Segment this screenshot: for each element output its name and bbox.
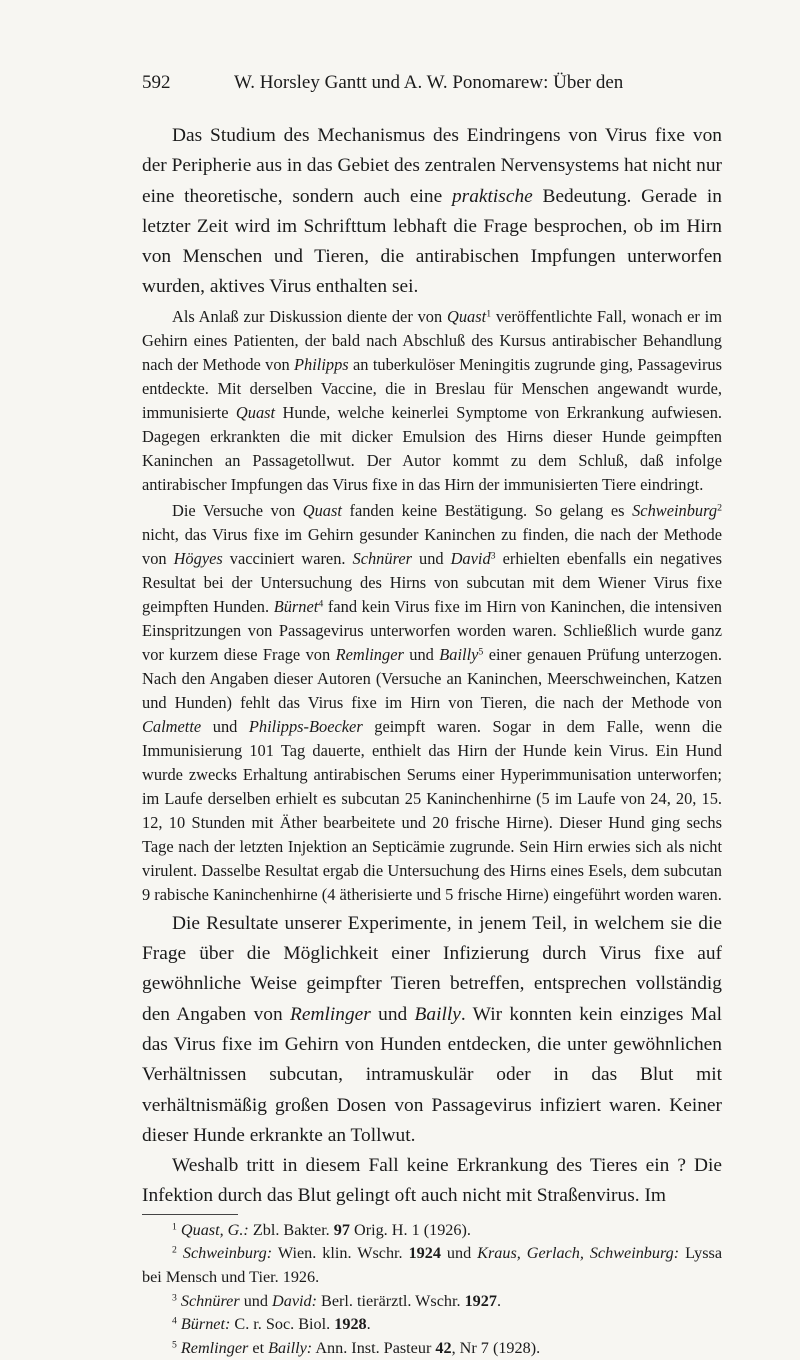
author-name: Remlinger [335, 644, 404, 664]
footnote-ref: 3 [490, 550, 496, 562]
volume: 1924 [408, 1244, 441, 1263]
text: und [239, 1291, 273, 1310]
footnote-divider [142, 1214, 238, 1215]
author-name: Bailly [439, 644, 479, 664]
author-name: Schnürer [180, 1291, 240, 1310]
volume: 97 [333, 1220, 350, 1239]
text: Wien. klin. Wschr. [272, 1244, 409, 1263]
author-name: Quast, G.: [180, 1220, 249, 1239]
text: einer genauen Prüfung unterzogen. Nach den Angaben dieser Autoren (Versuche an Kaninchen, Meerschweinchen, Katzen und Hunden) fehlt das Virus fixe im Hirn von Tieren, die nach der Methode von [142, 644, 723, 712]
footnote-3 [142, 1290, 722, 1314]
author-name: Bailly: [268, 1338, 313, 1357]
footnote-ref: 5 [478, 646, 484, 658]
author-name: David: [272, 1291, 317, 1310]
text: et [248, 1338, 269, 1357]
footnote-number: 3 [172, 1292, 177, 1304]
text: fanden keine Bestätigung. So gelang es [341, 500, 633, 520]
footnote-ref: 4 [318, 598, 324, 610]
main-text [142, 121, 722, 1360]
author-name: Quast [447, 306, 487, 326]
text: , Nr 7 (1928). [451, 1338, 541, 1357]
text: und [201, 716, 249, 736]
paragraph-5 [142, 1151, 722, 1212]
text: . [496, 1291, 501, 1310]
author-name: Högyes [173, 548, 223, 568]
footnote-number: 5 [172, 1339, 177, 1351]
author-name: Bailly [414, 1003, 461, 1025]
text: Als Anlaß zur Diskussion diente der von [172, 306, 448, 326]
text: und [370, 1003, 415, 1025]
text: Bedeutung. Gerade in letzter Zeit wird im Schrifttum lebhaft die Frage besprochen, ob im Hirn von Menschen und Tieren, die antirabischen Impfungen unterworfen wurden, aktives Virus enthalten sei. [142, 185, 722, 298]
paragraph-2 [142, 305, 722, 497]
text: Weshalb tritt in diesem Fall keine Erkrankung des Tieres ein ? Die Infektion durch das Blut gelingt oft auch nicht mit Straßenvirus. Im [142, 1155, 722, 1207]
footnote-ref: 2 [717, 502, 722, 514]
text: nicht, das Virus fixe im Gehirn gesunder Kaninchen zu finden, die nach der Methode von [142, 524, 722, 568]
author-name: Quast [235, 402, 276, 422]
text: und [440, 1244, 478, 1263]
paragraph-3 [142, 499, 722, 907]
footnote-4 [142, 1313, 722, 1337]
volume: 42 [435, 1338, 452, 1357]
footnote-number: 4 [172, 1315, 177, 1327]
author-name: Philipps-Boecker [248, 716, 363, 736]
footnote-number: 2 [172, 1245, 177, 1256]
author-name: Schweinburg [632, 500, 718, 520]
author-name: Kraus, Gerlach, Schweinburg: [477, 1244, 680, 1263]
page-number: 592 [142, 72, 171, 93]
footnotes [142, 1219, 722, 1360]
text: Ann. Inst. Pasteur [312, 1338, 436, 1357]
text: an tuberkulöser Meningitis zugrunde ging, Passagevirus entdeckte. Mit derselben Vaccine, die in Breslau für Menschen angewandt wurde, immunisierte [142, 354, 722, 422]
text: erhielten ebenfalls ein negatives Resultat bei der Untersuchung des Hirns von subcutan mit dem Wiener Virus fixe geimpften Hunden. [142, 548, 723, 616]
footnote-1 [142, 1219, 722, 1243]
text: Das Studium des Mechanismus des Eindringens von Virus fixe von der Peripherie aus in das Gebiet des zentralen Nervensystems hat nicht nur eine theoretische, sondern auch eine [142, 125, 722, 207]
footnote-5 [142, 1337, 722, 1360]
footnote-2 [142, 1242, 722, 1289]
volume: 1928 [334, 1315, 367, 1334]
text: und [412, 548, 451, 568]
volume: 1927 [464, 1291, 497, 1310]
footnote-number: 1 [172, 1221, 177, 1233]
text: und [403, 644, 440, 664]
emphasis: praktische [451, 185, 533, 207]
author-name: David [450, 548, 491, 568]
running-title: W. Horsley Gantt und A. W. Ponomarew: Über den [234, 72, 624, 93]
author-name: Schnürer [352, 548, 412, 568]
text: Lyssa bei Mensch und Tier. 1926. [142, 1244, 723, 1286]
text: fand kein Virus fixe im Hirn von Kaninchen, die intensiven Einspritzungen von Passagevirus unterworfen worden waren. Schließlich wurde ganz vor kurzem diese Frage von [142, 596, 722, 664]
text: Berl. tierärztl. Wschr. [316, 1291, 465, 1310]
text: veröffentlichte Fall, wonach er im Gehirn eines Patienten, der bald nach Abschluß des Kursus antirabischer Behandlung nach der Methode von [142, 306, 722, 374]
author-name: Schweinburg: [182, 1244, 273, 1263]
text: Zbl. Bakter. [248, 1220, 334, 1239]
author-name: Bürnet: [180, 1315, 231, 1334]
text: Hunde, welche keinerlei Symptome von Erkrankung aufwiesen. Dagegen erkrankten die mit dicker Emulsion des Hirns dieser Hunde geimpften Kaninchen an Passagetollwut. Der Autor kommt zu dem Schluß, daß infolge antirabischer Impfungen das Virus fixe in das Hirn der immunisierten Tiere eindringt. [142, 402, 722, 494]
author-name: Remlinger [290, 1003, 371, 1025]
running-header [142, 72, 722, 94]
author-name: Quast [302, 500, 342, 520]
author-name: Calmette [142, 716, 202, 736]
author-name: Bürnet [273, 596, 319, 616]
paragraph-4 [142, 909, 722, 1151]
text: vacciniert waren. [222, 548, 353, 568]
footnote-ref: 1 [486, 308, 492, 320]
author-name: Philipps [294, 354, 349, 374]
text: . [366, 1315, 371, 1334]
text: geimpft waren. Sogar in dem Falle, wenn die Immunisierung 101 Tag dauerte, enthielt das Hirn der Hunde kein Virus. Ein Hund wurde zwecks Erhaltung antirabischen Serums einer Hyperimmunisation unterworfen; im Laufe derselben erhielt es subcutan 25 Kaninchenhirne (5 im Laufe von 24, 20, 15. 12, 10 Stunden mit Äther bearbeitete und 20 frische Hirne). Dieser Hund ging sechs Tage nach der letzten Injektion an Septicämie zugrunde. Sein Hirn erwies sich als nicht virulent. Dasselbe Resultat ergab die Untersuchung des Hirns eines Esels, dem subcutan 9 rabische Kaninchenhirne (4 ätherisierte und 5 frische Hirne) eingeführt worden waren. [142, 716, 722, 904]
author-name: Remlinger [180, 1338, 249, 1357]
text: Orig. H. 1 (1926). [349, 1220, 471, 1239]
text: Die Resultate unserer Experimente, in jenem Teil, in welchem sie die Frage über die Möglichkeit einer Infizierung durch Virus fixe auf gewöhnliche Weise geimpfter Tieren betreffen, entsprechen vollständig den Angaben von [142, 912, 722, 1025]
text: . Wir konnten kein einziges Mal das Virus fixe im Gehirn von Hunden entdecken, die unter gewöhnlichen Verhältnissen subcutan, intramuskulär oder in das Blut mit verhältnismäßig großen Dosen von Passagevirus infiziert waren. Keiner dieser Hunde erkrankte an Tollwut. [142, 1003, 722, 1146]
paragraph-1 [142, 121, 722, 303]
text: C. r. Soc. Biol. [230, 1315, 335, 1334]
text: Die Versuche von [172, 500, 303, 520]
